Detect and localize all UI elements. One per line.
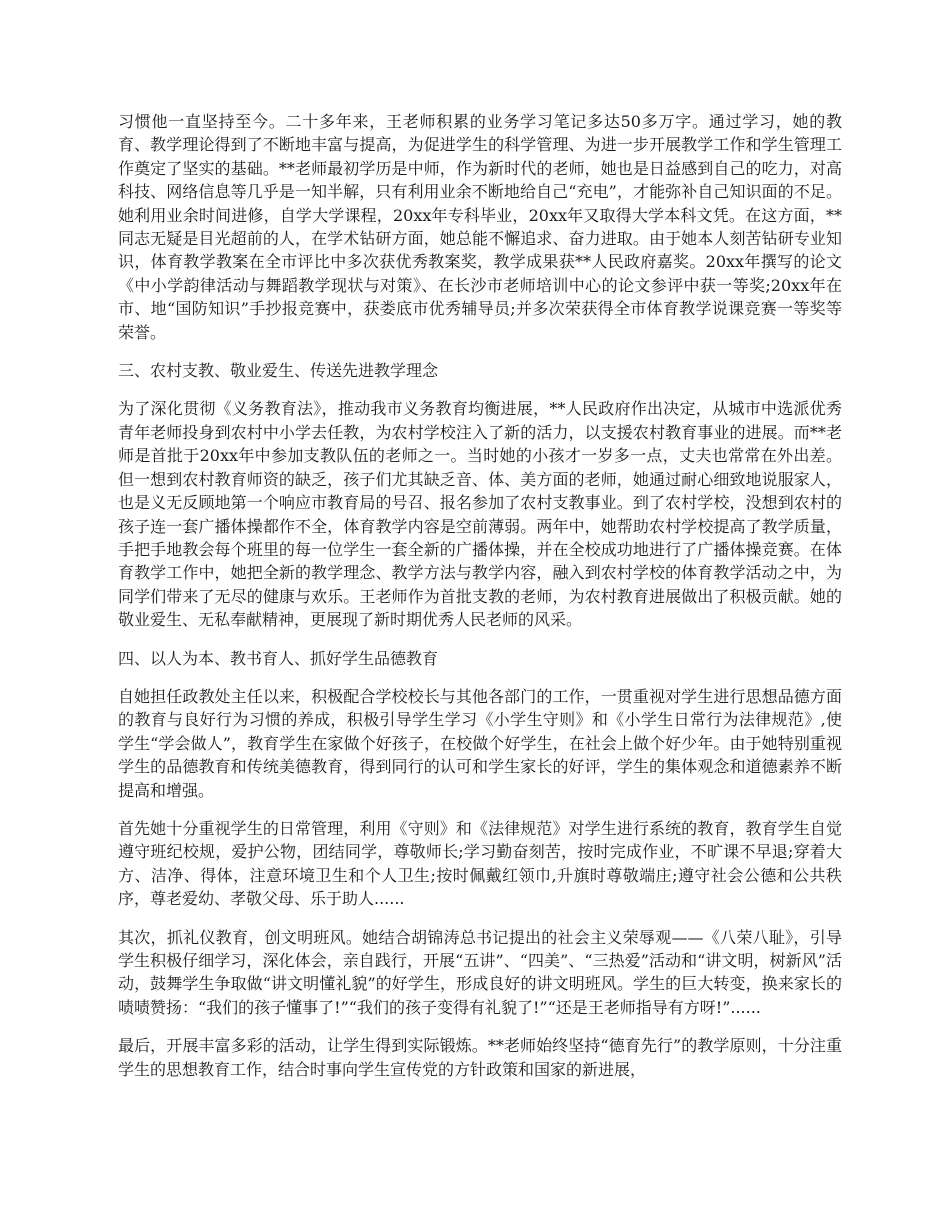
paragraph-study-notes: 习惯他一直坚持至今。二十多年来，王老师积累的业务学习笔记多达50多万字。通过学习，她的教育、教学理论得到了不断地丰富与提高，为促进学生的科学管理、为进一步开展教学工作和学生管理工作奠定了坚实的基础。**老师最初学历是中师，作为新时代的老师，她也是日益感到自己的吃力，对高科技、网络信息等几乎是一知半解，只有利用业余不断地给自己“充电”，才能弥补自己知识面的不足。她利用业余时间进修，自学大学课程，20xx年专科毕业，20xx年又取得大学本科文凭。在这方面，**同志无疑是目光超前的人，在学术钻研方面，她总能不懈追求、奋力进取。由于她本人刻苦钻研专业知识，体育教学教案在全市评比中多次获优秀教案奖，教学成果获**人民政府嘉奖。20xx年撰写的论文《中小学韵律活动与舞蹈教学现状与对策》、在长沙市老师培训中心的论文参评中获一等奖;20xx年在市、地“国防知识”手抄报竞赛中，获娄底市优秀辅导员;并多次荣获得全市体育教学说课竞赛一等奖等荣誉。 bbox=[118, 112, 842, 342]
paragraph-etiquette-education: 其次，抓礼仪教育，创文明班风。她结合胡锦涛总书记提出的社会主义荣辱观——《八荣八耻》，引导学生积极仔细学习，深化体会，亲自践行，开展“五讲”、“四美”、“三热爱”活动和“讲文明，树新风”活动，鼓舞学生争取做“讲文明懂礼貌”的好学生，形成良好的讲文明班风。学生的巨大转变，换来家长的啧啧赞扬：“我们的孩子懂事了!”“我们的孩子变得有礼貌了!”“还是王老师指导有方呀!”...... bbox=[118, 927, 842, 1017]
paragraph-daily-management: 首先她十分重视学生的日常管理，利用《守则》和《法律规范》对学生进行系统的教育，教育学生自觉遵守班纪校规，爱护公物，团结同学，尊敬师长;学习勤奋刻苦，按时完成作业，不旷课不早退;穿着大方、洁净、得体，注意环境卫生和个人卫生;按时佩戴红领巾,升旗时尊敬端庄;遵守社会公德和公共秩序，尊老爱幼、孝敬父母、乐于助人...... bbox=[118, 818, 842, 909]
document-body bbox=[118, 110, 842, 1096]
paragraph-rural-teaching: 为了深化贯彻《义务教育法》，推动我市义务教育均衡进展，**人民政府作出决定，从城市中选派优秀青年老师投身到农村中小学去任教，为农村学校注入了新的活力，以支援农村教育事业的进展。而**老师是首批于20xx年中参加支教队伍的老师之一。当时她的小孩才一岁多一点，丈夫也常常在外出差。但一想到农村教育师资的缺乏，孩子们尤其缺乏音、体、美方面的老师，她通过耐心细致地说服家人，也是义无反顾地第一个响应市教育局的号召、报名参加了农村支教事业。到了农村学校，没想到农村的孩子连一套广播体操都作不全，体育教学内容是空前薄弱。两年中，她帮助农村学校提高了教学质量，手把手地教会每个班里的每一位学生一套全新的广播体操，并在全校成功地进行了广播体操竞赛。在体育教学工作中，她把全新的教学理念、教学方法与教学内容，融入到农村学校的体育教学活动之中，为同学们带来了无尽的健康与欢乐。王老师作为首批支教的老师，为农村教育进展做出了积极贡献。她的敬业爱生、无私奉献精神，更展现了新时期优秀人民老师的风采。 bbox=[118, 399, 842, 630]
section-heading-rural-teaching: 三、农村支教、敬业爱生、传送先进教学理念 bbox=[118, 361, 439, 381]
section-heading-moral-education: 四、以人为本、教书育人、抓好学生品德教育 bbox=[118, 648, 439, 668]
paragraph-moral-education-intro: 自她担任政教处主任以来，积极配合学校校长与其他各部门的工作，一贯重视对学生进行思想品德方面的教育与良好行为习惯的养成，积极引导学生学习《小学生守则》和《小学生日常行为法律规范》,使学生“学会做人”，教育学生在家做个好孩子，在校做个好学生，在社会上做个好少年。由于她特别重视学生的品德教育和传统美德教育，得到同行的认可和学生家长的好评，学生的集体观念和道德素养不断提高和增强。 bbox=[118, 686, 842, 800]
paragraph-activities: 最后，开展丰富多彩的活动，让学生得到实际锻炼。**老师始终坚持“德育先行”的教学原则，十分注重学生的思想教育工作，结合时事向学生宣传党的方针政策和国家的新进展， bbox=[118, 1036, 842, 1079]
